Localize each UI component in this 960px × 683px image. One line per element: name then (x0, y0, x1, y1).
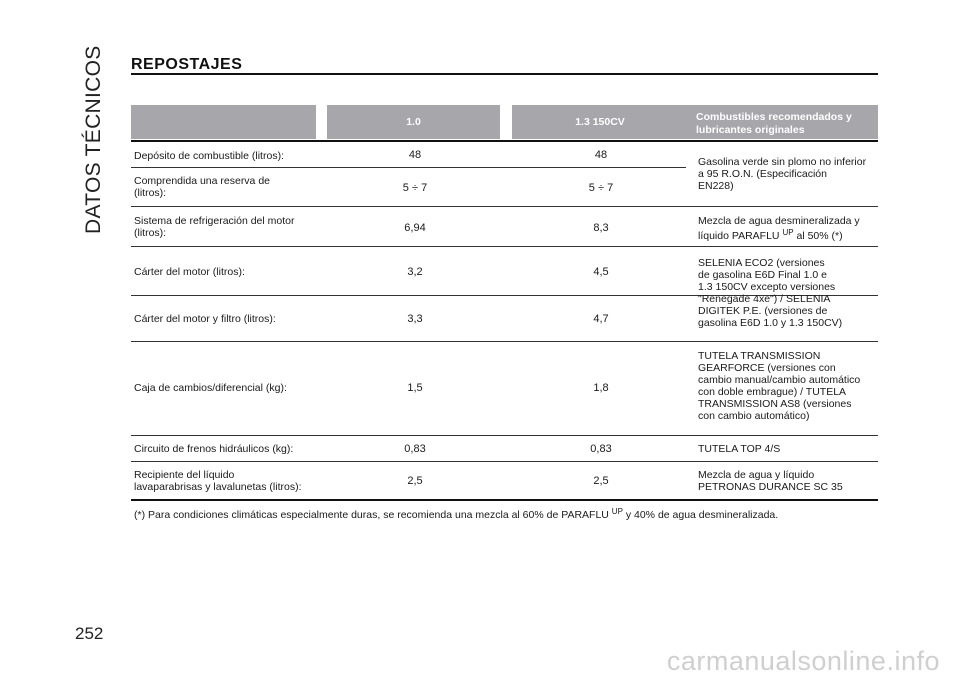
page-number: 252 (75, 624, 104, 643)
fluid-coolant (698, 215, 860, 243)
fluid-washer (698, 469, 843, 493)
fluid-oil-line: de gasolina E6D Final 1.0 e (698, 269, 827, 281)
fluid-fuel-line: a 95 R.O.N. (Especificación (698, 168, 827, 180)
row-label: Cárter del motor (litros): (134, 266, 245, 278)
row-rule (131, 246, 878, 247)
fluid-oil-line: "Renegade 4xe") / SELENIA (698, 293, 831, 305)
fluid-gearbox-line: con cambio automático) (698, 410, 810, 422)
row-label-line1: Recipiente del líquido (134, 469, 235, 481)
header-col-fluids (688, 105, 878, 139)
value-1-0: 2,5 (407, 475, 423, 487)
value-1-3: 5 ÷ 7 (588, 182, 614, 194)
fluid-washer-line: PETRONAS DURANCE SC 35 (698, 481, 843, 493)
row-rule (131, 341, 878, 342)
fluid-gearbox-line: con doble embrague) / TUTELA (698, 386, 847, 398)
fluid-oil-line: gasolina E6D 1.0 y 1.3 150CV) (698, 317, 843, 329)
row-rule (131, 435, 878, 436)
value-1-3: 48 (594, 149, 608, 161)
row-label: Cárter del motor y filtro (litros): (134, 313, 276, 325)
title-rule (131, 73, 878, 75)
value-1-3: 8,3 (593, 222, 609, 234)
row-rule (131, 206, 878, 207)
row-label (134, 175, 270, 199)
header-col-1-3: 1.3 150CV (512, 105, 688, 139)
row-label-line1: Comprendida una reserva de (134, 175, 270, 187)
fluid-coolant-line1: Mezcla de agua desmineralizada y (698, 215, 860, 227)
header-rule (131, 140, 878, 142)
fluid-gearbox-line: cambio manual/cambio automático (698, 374, 861, 386)
fluid-gearbox-line: TUTELA TRANSMISSION (698, 350, 821, 362)
value-1-3: 1,8 (593, 382, 609, 394)
table-bottom-rule (131, 499, 878, 501)
value-1-0: 0,83 (404, 443, 426, 455)
fluid-gearbox-line: GEARFORCE (versiones con (698, 362, 836, 374)
fluid-coolant-line2: líquido PARAFLU $^{UP}$ al 50% (*) (698, 228, 843, 242)
value-1-0: 5 ÷ 7 (402, 182, 428, 194)
row-label: Caja de cambios/diferencial (kg): (134, 382, 287, 394)
value-1-0: 3,2 (407, 266, 423, 278)
value-1-3: 4,5 (593, 266, 609, 278)
fluid-oil (698, 257, 842, 329)
fluid-fuel-line: Gasolina verde sin plomo no inferior (698, 156, 867, 168)
row-label-line2: (litros): (134, 227, 167, 239)
value-1-3: 0,83 (590, 443, 612, 455)
fluid-oil-line: DIGITEK P.E. (versiones de (698, 305, 828, 317)
side-section-title: DATOS TÉCNICOS (82, 45, 105, 234)
row-label: Depósito de combustible (litros): (134, 150, 284, 162)
row-label-line2: (litros): (134, 187, 167, 199)
header-col-1-0: 1.0 (327, 105, 500, 139)
value-1-0: 3,3 (407, 313, 423, 325)
row-rule (131, 461, 878, 462)
fluid-fuel (698, 156, 866, 192)
row-label (134, 215, 295, 239)
value-1-0: 48 (408, 149, 422, 161)
row-rule (131, 167, 686, 168)
row-label-line2: lavaparabrisas y lavalunetas (litros): (134, 481, 302, 493)
fluid-fuel-line: EN228) (698, 180, 734, 192)
fluid-oil-line: 1.3 150CV excepto versiones (698, 281, 836, 293)
value-1-0: 6,94 (404, 222, 426, 234)
value-1-3: 4,7 (593, 313, 609, 325)
section-title: REPOSTAJES (131, 56, 243, 73)
fluid-oil-line: SELENIA ECO2 (versiones (698, 257, 825, 269)
header-blank-cell (131, 105, 316, 139)
header-fluids-line1: Combustibles recomendados y (696, 111, 852, 123)
fluid-gearbox-line: TRANSMISSION AS8 (versiones (698, 398, 852, 410)
fluid-washer-line: Mezcla de agua y líquido (698, 469, 815, 481)
fluid-gearbox (698, 350, 860, 422)
header-fluids-line2: lubricantes originales (696, 124, 805, 136)
watermark: carmanualsonline.info (666, 646, 940, 676)
row-label-line1: Sistema de refrigeración del motor (134, 215, 295, 227)
footnote: (*) Para condiciones climáticas especialmente duras, se recomienda una mezcla al 60% de PARAFLU $^{UP}$ y 40% de agua desmineralizada. (134, 507, 779, 521)
fluid-brakes: TUTELA TOP 4/S (698, 443, 781, 455)
row-label: Circuito de frenos hidráulicos (kg): (134, 443, 294, 455)
row-label (134, 469, 302, 493)
value-1-3: 2,5 (593, 475, 609, 487)
value-1-0: 1,5 (407, 382, 423, 394)
